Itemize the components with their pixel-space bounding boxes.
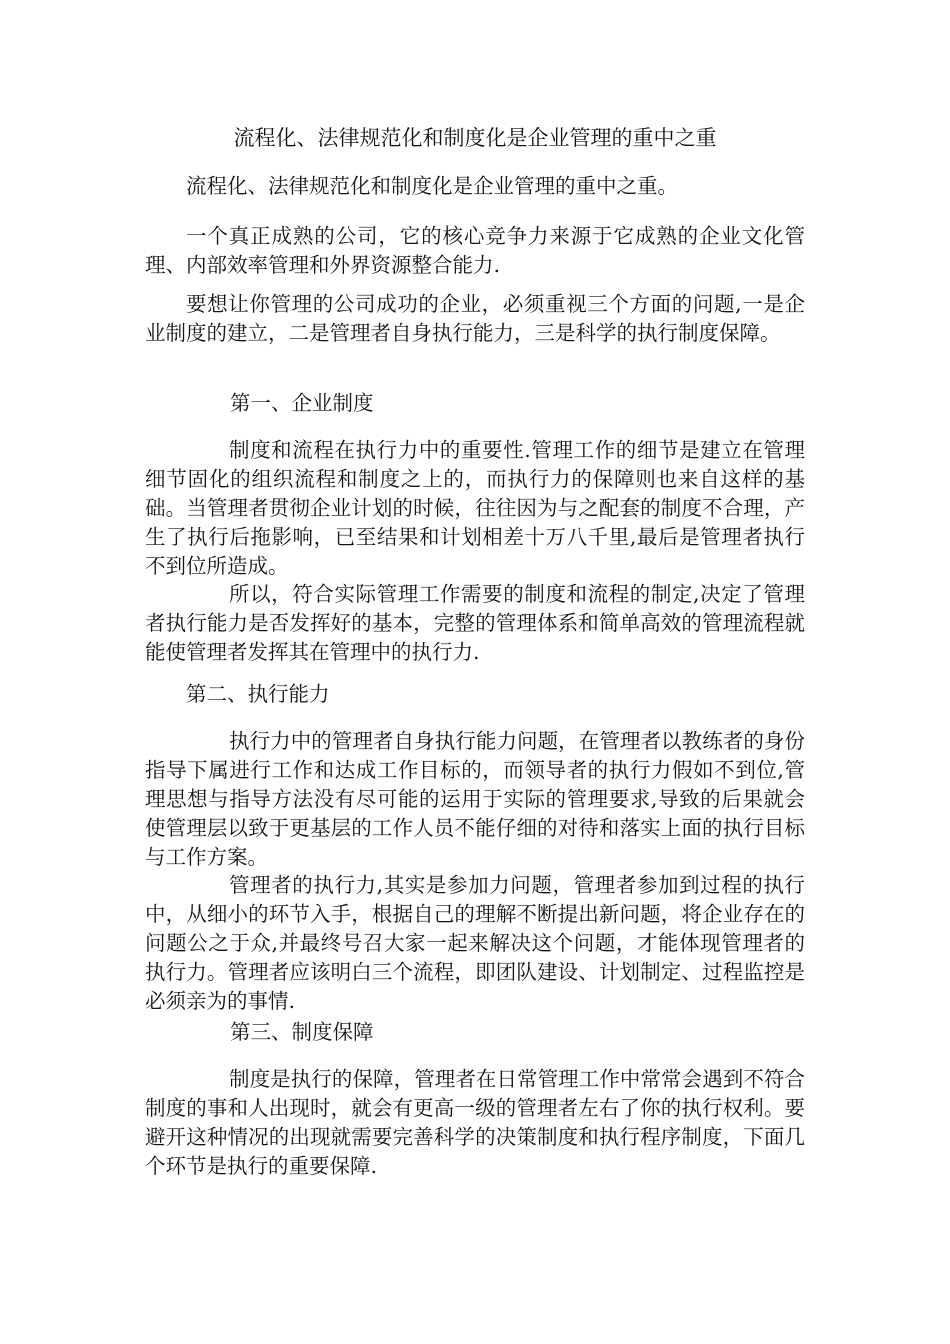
paragraph-three-aspects: 要想让你管理的公司成功的企业，必须重视三个方面的问题,一是企业制度的建立，二是管理者自身执行能力，三是科学的执行制度保障。: [145, 292, 805, 345]
paragraph-participation: 管理者的执行力,其实是参加力问题，管理者参加到过程的执行中，从细小的环节入手，根据自己的理解不断提出新问题，将企业存在的问题公之于众,并最终号召大家一起来解决这个问题，才能体现管理者的执行力。管理者应该明白三个流程，即团队建设、计划制定、过程监控是必须亲为的事情.: [145, 873, 805, 1013]
paragraph-system-and-process: 制度和流程在执行力中的重要性.管理工作的细节是建立在管理细节固化的组织流程和制度之上的，而执行力的保障则也来自这样的基础。当管理者贯彻企业计划的时候，往往因为与之配套的制度不合理，产生了执行后拖影响，已至结果和计划相差十万八千里,最后是管理者执行不到位所造成。: [145, 438, 805, 578]
paragraph-manager-execution: 执行力中的管理者自身执行能力问题，在管理者以教练者的身份指导下属进行工作和达成工作目标的，而领导者的执行力假如不到位,管理思想与指导方法没有尽可能的运用于实际的管理要求,导致的后果就会使管理层以致于更基层的工作人员不能仔细的对待和落实上面的执行目标与工作方案。: [145, 729, 805, 869]
paragraph-core-competence: 一个真正成熟的公司，它的核心竞争力来源于它成熟的企业文化管理、内部效率管理和外界资源整合能力.: [145, 224, 805, 277]
document-title: 流程化、法律规范化和制度化是企业管理的重中之重: [233, 126, 717, 150]
paragraph-guarantee: 制度是执行的保障，管理者在日常管理工作中常常会遇到不符合制度的事和人出现时，就会有更高一级的管理者左右了你的执行权利。要避开这种情况的出现就需要完善科学的决策制度和执行程序制度，下面几个环节是执行的重要保障.: [145, 1067, 805, 1178]
paragraph-therefore: 所以，符合实际管理工作需要的制度和流程的制定,决定了管理者执行能力是否发挥好的基本，完整的管理体系和简单高效的管理流程就能使管理者发挥其在管理中的执行力.: [145, 582, 805, 664]
section-heading-system-guarantee: 第三、制度保障: [230, 1020, 374, 1044]
paragraph-intro: 流程化、法律规范化和制度化是企业管理的重中之重。: [186, 174, 678, 198]
section-heading-execution-ability: 第二、执行能力: [186, 682, 330, 706]
section-heading-enterprise-system: 第一、企业制度: [230, 391, 374, 415]
